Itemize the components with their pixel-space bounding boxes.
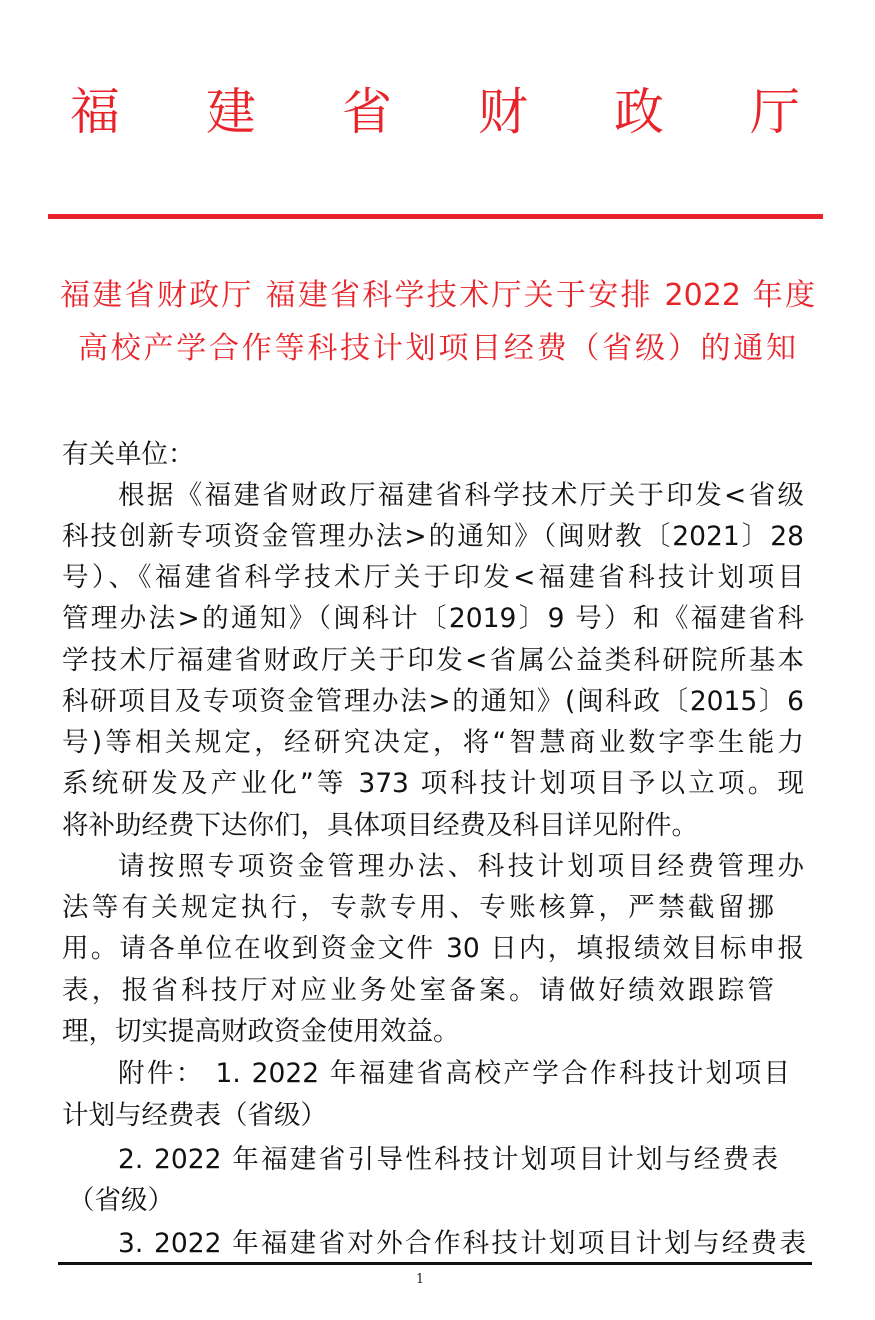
org-char: 财 xyxy=(478,83,528,141)
document-title-line-1: 福建省财政厅 福建省科学技术厅关于安排 2022 年度 xyxy=(60,278,815,313)
body-line: 根据《福建省财政厅福建省科学技术厅关于印发<省级 xyxy=(118,480,804,511)
body-line: 管理办法>的通知》（闽科计〔2019〕9 号）和《福建省科 xyxy=(62,603,804,634)
body-line: 号）、《福建省科学技术厅关于印发<福建省科技计划项目 xyxy=(62,562,804,593)
issuing-organization-header xyxy=(70,72,800,144)
document-title-line-2: 高校产学合作等科技计划项目经费（省级）的通知 xyxy=(78,331,796,366)
body-line: 系统研发及产业化”等 373 项科技计划项目予以立项。现 xyxy=(62,768,804,799)
footer-divider xyxy=(58,1262,812,1265)
body-line: 表，报省科技厅对应业务处室备案。请做好绩效跟踪管 xyxy=(62,975,774,1006)
body-line: 科研项目及专项资金管理办法>的通知》(闽科政〔2015〕6 xyxy=(62,686,804,717)
org-char: 省 xyxy=(342,83,392,141)
attachment-line: 附件： 1. 2022 年福建省高校产学合作科技计划项目 xyxy=(118,1058,790,1089)
org-char: 福 xyxy=(70,83,120,141)
body-line: 号)等相关规定，经研究决定，将“智慧商业数字孪生能力 xyxy=(62,727,804,758)
salutation: 有关单位： xyxy=(62,439,195,470)
body-line: 科技创新专项资金管理办法>的通知》（闽财教〔2021〕28 xyxy=(62,521,804,552)
body-line: 用。请各单位在收到资金文件 30 日内，填报绩效目标申报 xyxy=(62,933,804,964)
body-line: 理，切实提高财政资金使用效益。 xyxy=(62,1016,460,1047)
body-line: 法等有关规定执行，专款专用、专账核算，严禁截留挪 xyxy=(62,892,774,923)
page-number: 1 xyxy=(415,1272,425,1287)
org-char: 政 xyxy=(614,83,664,141)
attachment-line: （省级） xyxy=(68,1185,174,1216)
red-divider xyxy=(48,214,823,219)
org-char: 厅 xyxy=(750,83,800,141)
attachment-line: 2. 2022 年福建省引导性科技计划项目计划与经费表 xyxy=(118,1144,778,1175)
body-line: 请按照专项资金管理办法、科技计划项目经费管理办 xyxy=(118,851,804,882)
body-line: 将补助经费下达你们，具体项目经费及科目详见附件。 xyxy=(62,810,698,841)
org-char: 建 xyxy=(206,83,256,141)
body-line: 学技术厅福建省财政厅关于印发<省属公益类科研院所基本 xyxy=(62,645,804,676)
attachment-line: 计划与经费表（省级） xyxy=(62,1100,327,1131)
attachment-line: 3. 2022 年福建省对外合作科技计划项目计划与经费表 xyxy=(118,1228,806,1259)
